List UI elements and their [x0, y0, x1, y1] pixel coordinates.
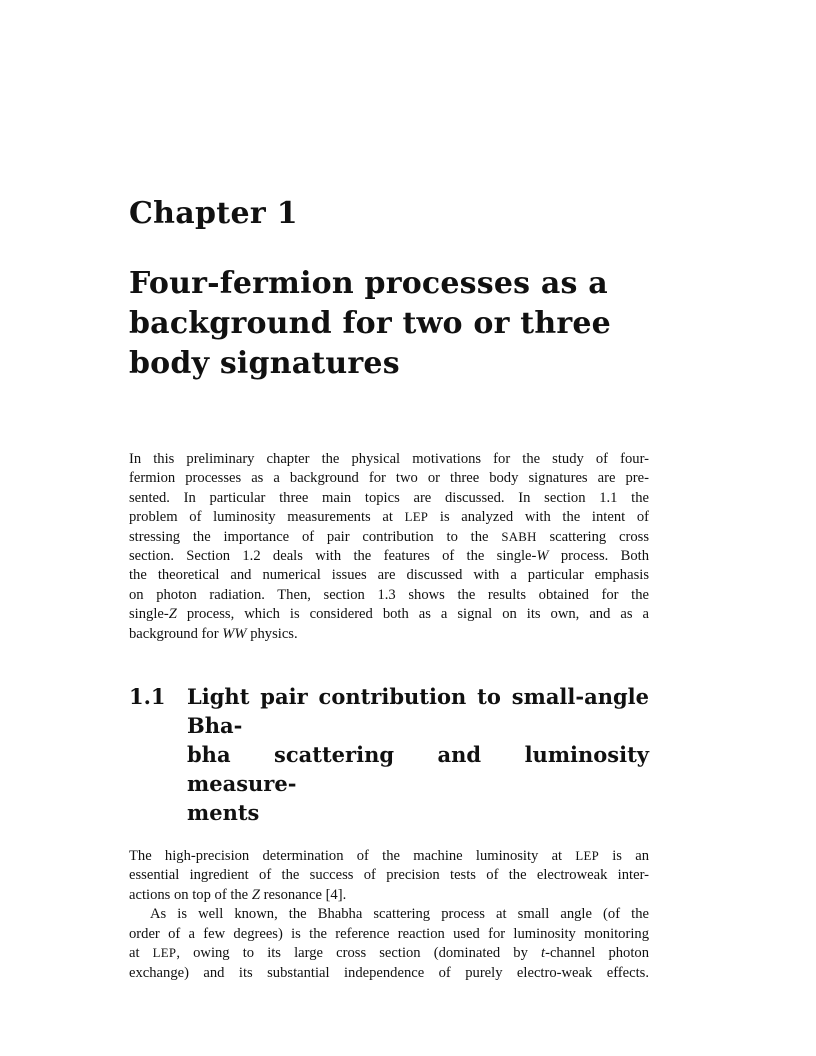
text-line: actions on top of the Z resonance [4].: [129, 886, 347, 903]
chapter-title-line: background for two or three: [129, 306, 611, 341]
text-line: The high-precision determination of the machine luminosity at LEP is an: [129, 848, 649, 865]
page: [129, 196, 649, 983]
text-line: the theoretical and numerical issues are discussed with a particular emphasis: [129, 567, 649, 584]
intro-paragraph: [129, 450, 649, 644]
text-line: essential ingredient of the success of precision tests of the electroweak inter-: [129, 867, 649, 884]
chapter-title-line: body signatures: [129, 346, 400, 381]
section-title-line: Light pair contribution to small-angle Bha-: [187, 684, 649, 739]
text-line: single-Z process, which is considered both as a signal on its own, and as a: [129, 606, 649, 623]
text-line: As is well known, the Bhabha scattering process at small angle (of the: [150, 906, 649, 923]
text-line: stressing the importance of pair contribution to the SABH scattering cross: [129, 528, 649, 545]
section-title: [187, 682, 649, 827]
section-heading: [129, 682, 649, 827]
text-line: problem of luminosity measurements at LEP is analyzed with the intent of: [129, 509, 649, 526]
chapter-title-line: Four-fermion processes as a: [129, 266, 608, 301]
chapter-label: Chapter 1: [129, 196, 298, 231]
text-line: at LEP, owing to its large cross section (dominated by t-channel photon: [129, 945, 649, 962]
section-title-line: ments: [187, 800, 260, 826]
text-line: sented. In particular three main topics are discussed. In section 1.1 the: [129, 489, 649, 506]
text-line: exchange) and its substantial independence of purely electro-weak effects.: [129, 964, 649, 981]
text-line: order of a few degrees) is the reference reaction used for luminosity monitoring: [129, 925, 649, 942]
text-line: background for WW physics.: [129, 625, 298, 642]
text-line: section. Section 1.2 deals with the features of the single-W process. Both: [129, 548, 649, 565]
section-title-line: bha scattering and luminosity measure-: [187, 742, 649, 797]
section-paragraph: [129, 847, 649, 983]
chapter-title: [129, 264, 649, 384]
text-line: on photon radiation. Then, section 1.3 shows the results obtained for the: [129, 586, 649, 603]
text-line: In this preliminary chapter the physical motivations for the study of four-: [129, 451, 649, 467]
text-line: fermion processes as a background for two or three body signatures are pre-: [129, 470, 649, 487]
section-number: 1.1: [129, 684, 166, 710]
